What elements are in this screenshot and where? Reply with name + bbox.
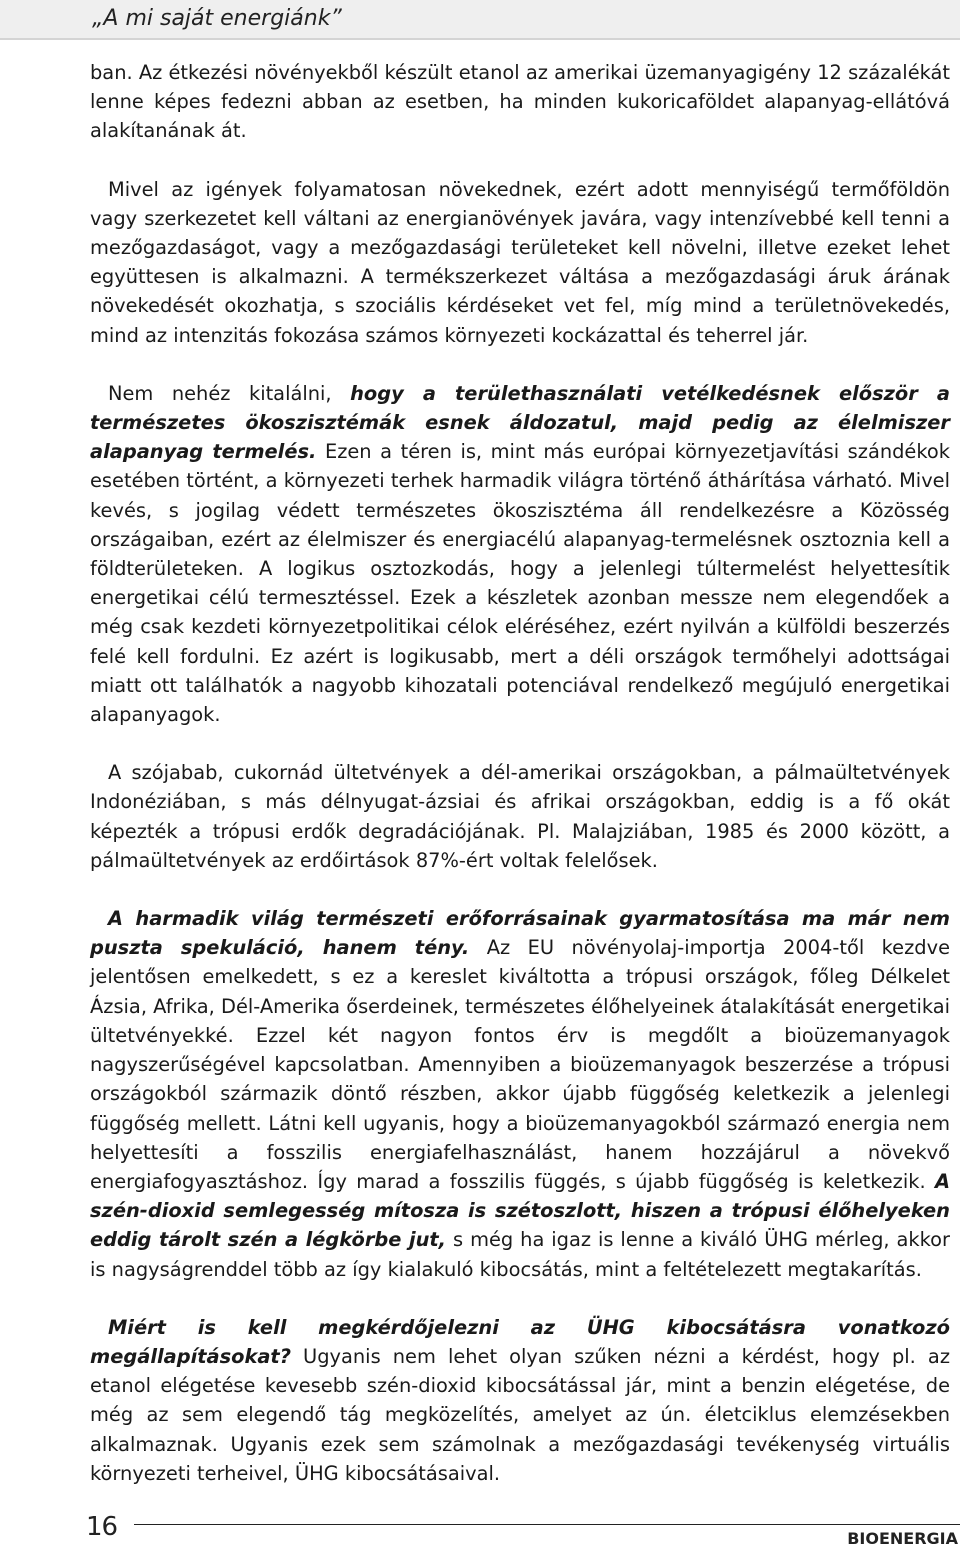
paragraph-ghg — [90, 1313, 950, 1488]
paragraph-land-use-emphasis: hogy a területhasználati vetélkedésnek először a természetes ökoszisztémák esnek áldozatul, majd pedig az élelmiszer alapanyag termelés. — [90, 381, 950, 464]
paragraph-land-use-intro: Nem nehéz kitalálni, — [108, 381, 351, 405]
paragraph-ghg-emphasis: Miért is kell megkérdőjelezni az ÜHG kibocsátásra vonatkozó megállapításokat? — [90, 1315, 950, 1368]
footer-brand: BIOENERGIA — [847, 1529, 958, 1548]
footer-divider — [134, 1524, 960, 1525]
paragraph-colonization-body: Az EU növényolaj-importja 2004-től kezdve jelentősen emelkedett, s ez a kereslet kiváltotta a trópusi országok, főleg Délkelet Ázsia, Afrika, Dél-Amerika őserdeinek, természetes élőhelyeinek átalakítását energetikai ültetvényekké. Ezzel két nagyon fontos érv is megdőlt a bioüzemanyagok nagyszerűségével kapcsolatban. Amennyiben a bioüzemanyagok beszerzése a trópusi országokból származik döntő részben, akkor újabb függőség keletkezik a jelenlegi függőség mellett. Látni kell ugyanis, hogy a bioüzemanyagokból származó energia nem helyettesíti a fosszilis energiafelhasználást, hanem hozzájárul a növekvő energiafogyasztáshoz. Így marad a fosszilis függés, s újabb függőség is keletkezik. — [90, 936, 951, 1193]
page-number: 16 — [86, 1512, 118, 1542]
running-header-title: „A mi saját energiánk” — [92, 6, 342, 31]
paragraph-demand: Mivel az igények folyamatosan növekednek, ezért adott mennyiségű termőföldön vagy szerkezetet kell váltani az energianövények javára, vagy intenzívebbé kell tenni a mezőgazdaságot, vagy a mezőgazdasági területeket kell növelni, illetve ezeket lehet együttesen is alkalmazni. A termékszerkezet váltása a mezőgazdasági áruk árának növekedését okozhatja, s szociális kérdéseket vet fel, míg mind a területnövekedés, mind az intenzitás fokozása számos környezeti kockázattal és teherrel jár. — [90, 177, 950, 347]
paragraph-colonization-end: s még ha igaz is lenne a kiváló ÜHG mérleg, akkor is nagyságrenddel több az így kialakuló kibocsátás, mint a feltételezett megtakarítás. — [90, 1228, 950, 1281]
paragraph-plantations: A szójabab, cukornád ültetvények a dél-amerikai országokban, a pálmaültetvények Indonéziában, s más délnyugat-ázsiai és afrikai országokban, eddig is a fő okát képezték a trópusi erdők degradációjának. Pl. Malajziában, 1985 és 2000 között, a pálmaültetvények az erdőirtások 87%-ért voltak felelősek. — [90, 761, 950, 872]
paragraph-continuation: ban. Az étkezési növényekből készült etanol az amerikai üzemanyagigény 12 százalékát lenne képes fedezni abban az esetben, ha minden kukoricaföldet alapanyag-ellátóvá alakítanának át. — [90, 61, 950, 143]
paragraph-colonization-emphasis: A harmadik világ természeti erőforrásainak gyarmatosítása ma már nem puszta spekuláció, hanem tény. — [90, 907, 950, 960]
paragraph-land-use — [90, 379, 950, 729]
paragraph-land-use-body: Ezen a téren is, mint más európai környezetjavítási szándékok esetében történt, a környezeti terhek harmadik világra történő áthárítása várható. Mivel kevés, s jogilag védett természetes ökoszisztéma áll rendelkezésre a Közösség országaiban, ezért az élelmiszer és energiacélú alapanyag-termelésnek osztoznia kell a földterületeken. A logikus osztozkodás, hogy a jelenlegi túltermelést helyettesítik energetikai célú termesztéssel. Ezek a készletek azonban messze nem elegendőek a még csak kezdeti környezetpolitikai célok eléréséhez, ezért nyilván a külföldi beszerzés felé kell fordulni. Ez azért is logikusabb, mert a déli országok termőhelyi adottságai miatt ott találhatók a nagyobb kihozatali potenciával rendelkező megújuló energetikai alapanyagok. — [90, 440, 950, 727]
paragraph-co2-emphasis: A szén-dioxid semlegesség mítosza is szétoszlott, hiszen a trópusi élőhelyeken eddig tárolt szén a légkörbe jut, — [90, 1169, 950, 1252]
running-header — [0, 0, 960, 40]
paragraph-colonization — [90, 904, 950, 1284]
paragraph-ghg-body: Ugyanis nem lehet olyan szűken nézni a kérdést, hogy pl. az etanol elégetése kevesebb szén-dioxid kibocsátással jár, mint a benzin elégetése, de még az sem elegendő tág megközelítés, amelyet az ún. életciklus elemzésekben alkalmaznak. Ugyanis ezek sem számolnak a mezőgazdasági tevékenység virtuális környezeti terheivel, ÜHG kibocsátásaival. — [90, 1344, 950, 1485]
article-body — [90, 58, 950, 1488]
